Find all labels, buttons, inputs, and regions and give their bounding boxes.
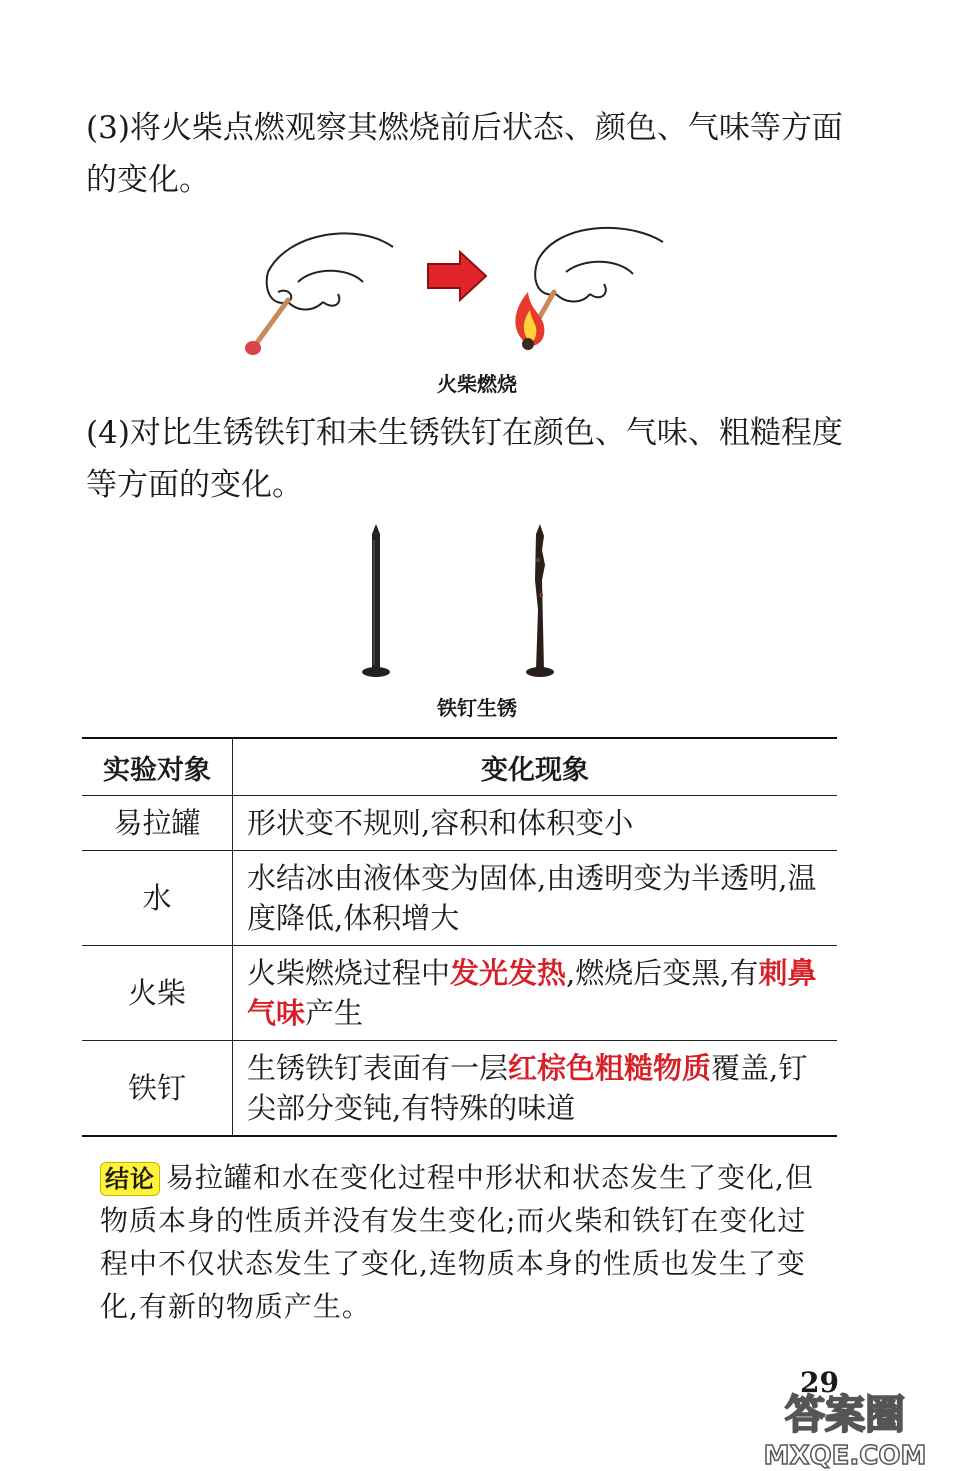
highlight-text: 刺鼻气味 (247, 956, 817, 1030)
svg-text:MXQE.COM: MXQE.COM (763, 1441, 927, 1470)
match-burning-figure (238, 222, 678, 362)
highlight-text: 红棕色粗糙物质 (508, 1051, 712, 1085)
conclusion-text: 易拉罐和水在变化过程中形状和状态发生了变化,但物质本身的性质并没有发生变化;而火柴和铁钉在变化过程中不仅状态发生了变化,连物质本身的性质也发生了变化,有新的物质产生。 (100, 1161, 814, 1323)
nail-icon (362, 524, 390, 677)
table-row (82, 1041, 837, 1137)
step-text: 对比生锈铁钉和未生锈铁钉在颜色、气味、粗糙程度等方面的变化。 (86, 415, 843, 503)
row-phenomenon: 火柴燃烧过程中发光发热,燃烧后变黑,有刺鼻气味产生 (233, 946, 838, 1041)
row-object: 铁钉 (82, 1041, 233, 1137)
conclusion-label: 结论 (100, 1162, 160, 1196)
row-object: 水 (82, 851, 233, 946)
svg-text:答案圈: 答案圈 (785, 1392, 905, 1438)
row-object: 火柴 (82, 946, 233, 1041)
arrow-right-icon (428, 252, 486, 300)
flame-icon (515, 292, 544, 346)
row-phenomenon: 生锈铁钉表面有一层红棕色粗糙物质覆盖,钉尖部分变钝,有特殊的味道 (233, 1041, 838, 1137)
table-row (82, 796, 837, 851)
page-number: 29 (800, 1366, 839, 1399)
watermark-logo (740, 1380, 950, 1470)
header-object: 实验对象 (82, 738, 233, 796)
step-3 (86, 102, 846, 206)
step-number: (4) (86, 415, 130, 451)
row-phenomenon: 水结冰由液体变为固体,由透明变为半透明,温度降低,体积增大 (233, 851, 838, 946)
step-number: (3) (86, 110, 130, 146)
figure-caption: 铁钉生锈 (437, 696, 517, 720)
row-phenomenon: 形状变不规则,容积和体积变小 (233, 796, 838, 851)
step-text: 将火柴点燃观察其燃烧前后状态、颜色、气味等方面的变化。 (86, 110, 843, 198)
conclusion (100, 1156, 835, 1328)
table-row (82, 851, 837, 946)
step-4 (86, 407, 846, 511)
highlight-text: 发光发热 (450, 956, 567, 990)
row-object: 易拉罐 (82, 796, 233, 851)
observation-table (82, 737, 837, 1137)
nails-figure (350, 520, 570, 685)
rusty-nail-icon (526, 524, 554, 677)
table-header-row (82, 738, 837, 796)
figure-caption: 火柴燃烧 (437, 372, 517, 396)
match-head-icon (245, 341, 261, 355)
hand-holding-match-icon (267, 233, 393, 309)
header-phenomenon: 变化现象 (233, 738, 838, 796)
table-row (82, 946, 837, 1041)
